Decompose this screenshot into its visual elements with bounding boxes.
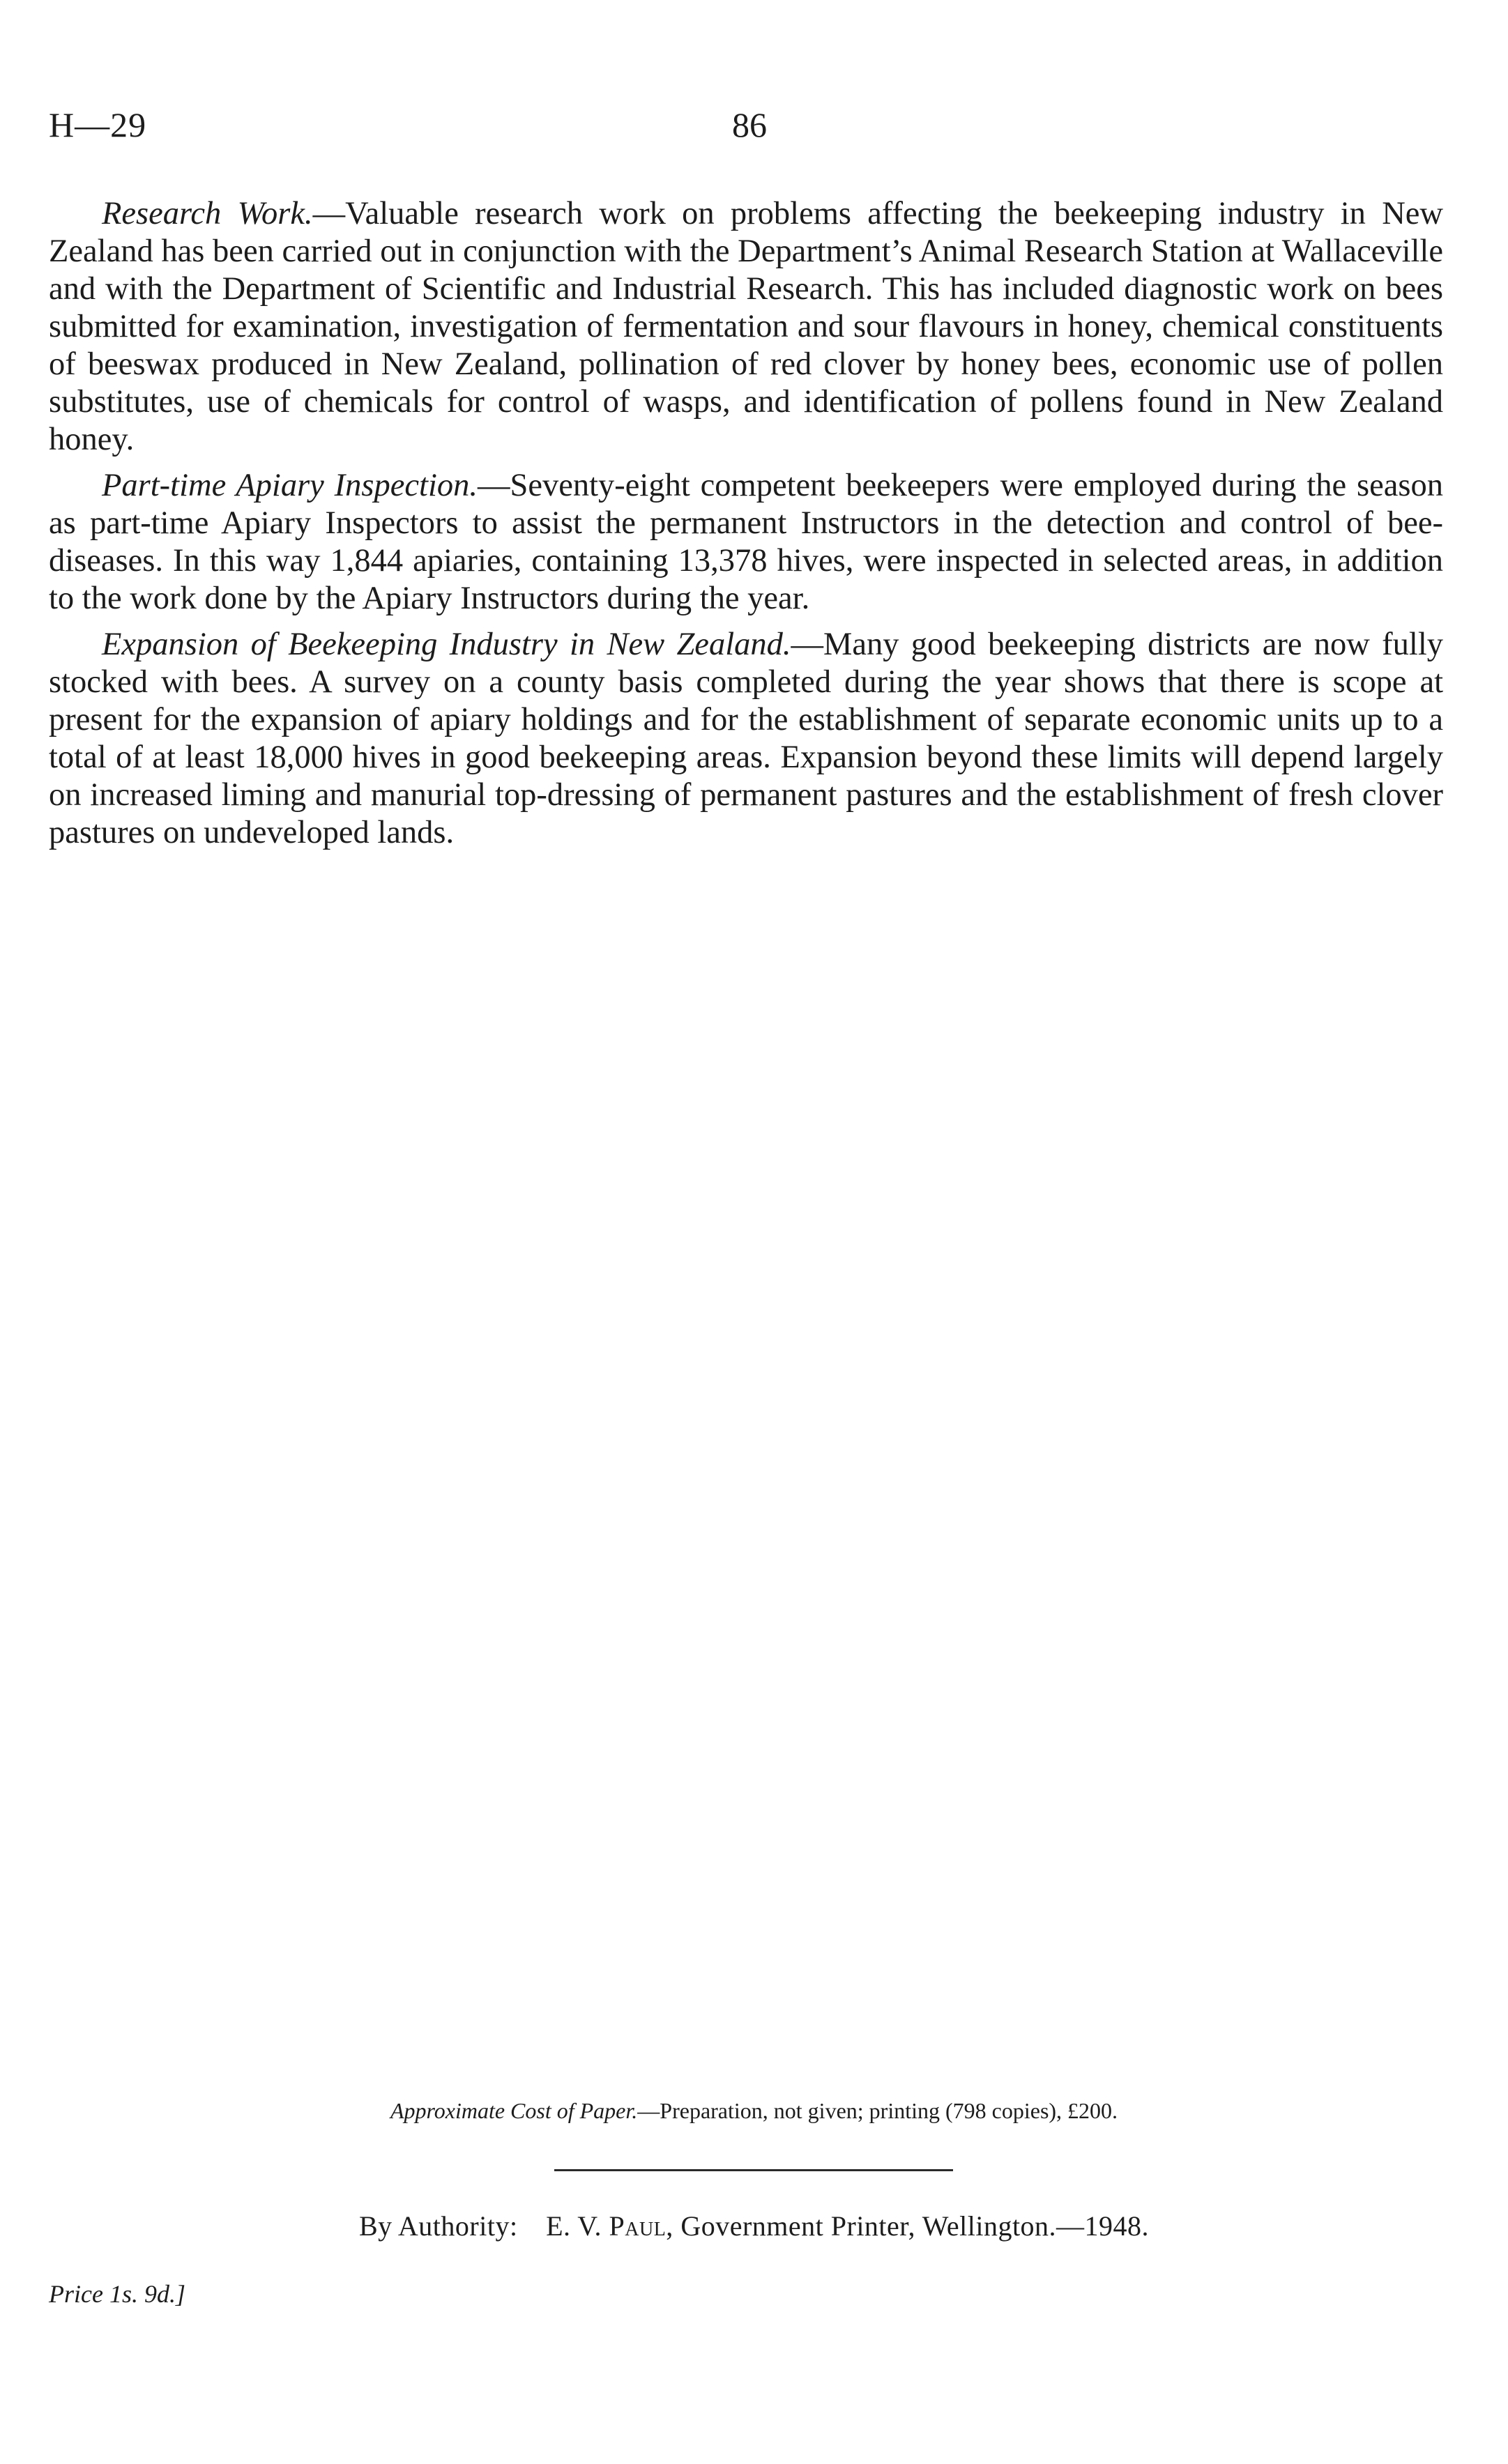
- paragraph-part-time-inspection: [49, 467, 1443, 618]
- paragraph-heading: Part-time Apiary Inspection.: [102, 468, 478, 503]
- price-note: Price 1s. 9d.]: [49, 2280, 185, 2308]
- page-number: 86: [732, 105, 767, 144]
- paragraph-research-work: [49, 195, 1443, 459]
- authority-prefix: By Authority:: [358, 2210, 518, 2242]
- cost-text: —Preparation, not given; printing (798 copies), £200.: [637, 2098, 1118, 2123]
- printer-name: E. V. Paul,: [546, 2210, 673, 2242]
- cost-of-paper-note: [0, 2098, 1508, 2124]
- document-reference: H—29: [49, 105, 147, 144]
- cost-label: Approximate Cost of Paper.: [390, 2098, 638, 2123]
- paragraph-expansion: [49, 626, 1443, 852]
- printer-authority: [0, 2210, 1508, 2242]
- paragraph-text: —Seventy-eight competent beekeepers were employed during the season as part-time Apiary Inspectors to assist the permanent Instructors in the detection and control of bee-diseases. In this way 1,844 apiaries, containing 13,378 hives, were inspected in selected areas, in addition to the work done by the Apiary Instructors during the year.: [49, 468, 1443, 616]
- paragraph-text: —Many good beekeeping districts are now fully stocked with bees. A survey on a county basis completed during the year shows that there is scope at present for the expansion of apiary holdings and for the establishment of separate economic units up to a total of at least 18,000 hives in good beekeeping areas. Expansion beyond these limits will depend largely on increased liming and manurial top-dressing of permanent pastures and the establishment of fresh clover pastures on undeveloped lands.: [49, 627, 1443, 850]
- paragraph-heading: Expansion of Beekeeping Industry in New Zealand.: [102, 627, 791, 662]
- authority-suffix: Government Printer, Wellington.—1948.: [680, 2210, 1150, 2242]
- paragraph-heading: Research Work.: [102, 196, 313, 231]
- body-text: [49, 195, 1443, 860]
- footer-divider: [554, 2169, 953, 2171]
- paragraph-text: —Valuable research work on problems affecting the beekeeping industry in New Zealand has been carried out in conjunction with the Department’s Animal Research Station at Wallaceville and with the Department of Scientific and Industrial Research. This has included diagnostic work on bees submitted for examination, investigation of fermentation and sour flavours in honey, chemical constituents of beeswax produced in New Zealand, pollination of red clover by honey bees, economic use of pollen substitutes, use of chemicals for control of wasps, and identification of pollens found in New Zealand honey.: [49, 196, 1443, 457]
